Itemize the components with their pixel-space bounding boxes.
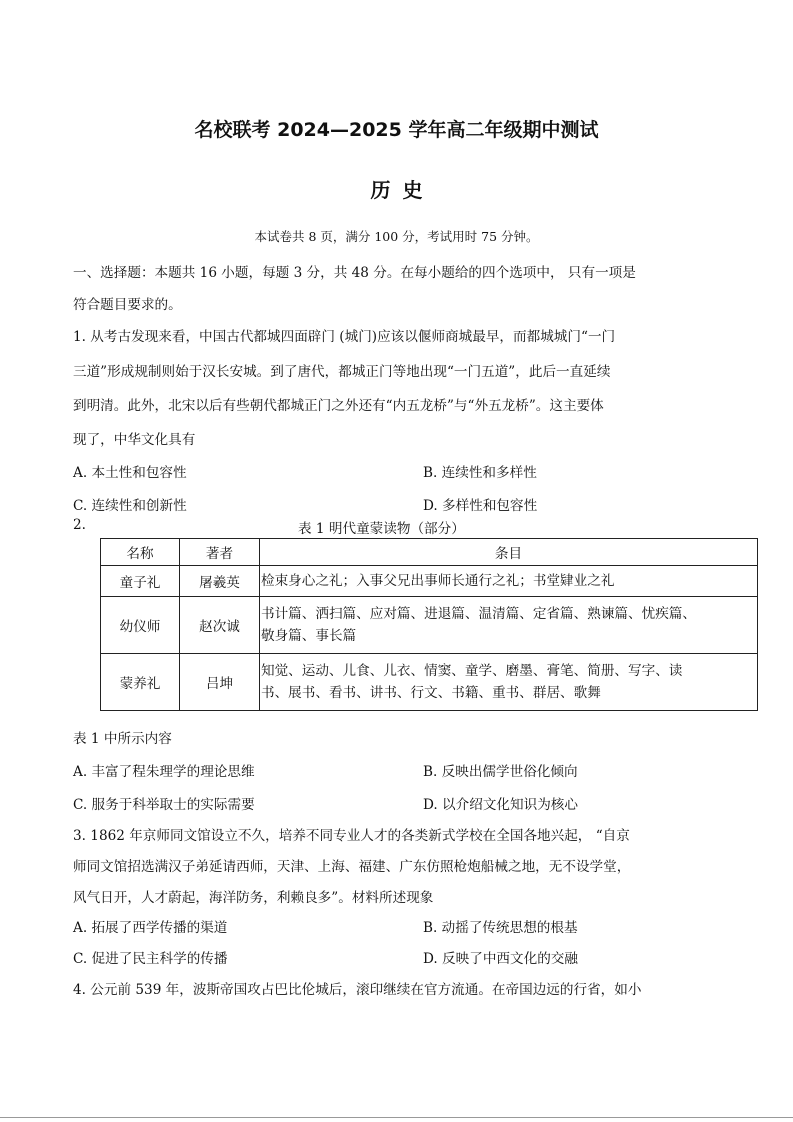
- q3-option-a[interactable]: A. 拓展了西学传播的渠道: [73, 920, 228, 936]
- section-instruction: 一、选择题：本题共 16 小题，每题 3 分，共 48 分。在每小题给的四个选项中， 只有一项是: [73, 265, 636, 281]
- exam-title: 名校联考 2024—2025 学年高二年级期中测试: [194, 119, 599, 141]
- q1-stem-line: 现了，中华文化具有: [73, 432, 196, 448]
- row-author: 吕坤: [180, 654, 260, 711]
- q1-option-a[interactable]: A. 本土性和包容性: [73, 465, 187, 481]
- q2-option-d[interactable]: D. 以介绍文化知识为核心: [423, 797, 578, 813]
- table-header-row: [101, 539, 758, 566]
- reading-table: [100, 538, 758, 711]
- row-items: 检束身心之礼；入事父兄出事师长通行之礼；书堂肄业之礼: [260, 566, 758, 597]
- q3-option-b[interactable]: B. 动摇了传统思想的根基: [423, 920, 578, 936]
- header-author: 著者: [180, 539, 260, 566]
- q3-stem-line: 3. 1862 年京师同文馆设立不久，培养不同专业人才的各类新式学校在全国各地兴起， “自京: [73, 828, 630, 844]
- q2-option-b[interactable]: B. 反映出儒学世俗化倾向: [423, 764, 578, 780]
- row-items: 书计篇、洒扫篇、应对篇、进退篇、温清篇、定省篇、熟谏篇、忧疾篇、 敬身篇、事长篇: [260, 597, 758, 654]
- subject-title: 历史: [370, 178, 435, 202]
- q3-option-c[interactable]: C. 促进了民主科学的传播: [73, 951, 228, 967]
- q1-option-c[interactable]: C. 连续性和创新性: [73, 498, 187, 514]
- q2-stem: 表 1 中所示内容: [73, 731, 172, 747]
- q3-stem-line: 师同文馆招选满汉子弟延请西师，天津、上海、福建、广东仿照枪炮船械之地，无不设学堂，: [73, 859, 631, 875]
- table-row: [101, 566, 758, 597]
- q2-option-a[interactable]: A. 丰富了程朱理学的理论思维: [73, 764, 255, 780]
- row-author: 屠羲英: [180, 566, 260, 597]
- row-items: 知觉、运动、儿食、儿衣、情窦、童学、磨墨、膏笔、简册、写字、读 书、展书、看书、讲书、行文、书籍、重书、群居、歌舞: [260, 654, 758, 711]
- row-name: 童子礼: [101, 566, 180, 597]
- q4-stem-line: 4. 公元前 539 年，波斯帝国攻占巴比伦城后，滚印继续在官方流通。在帝国边远的行省，如小: [73, 982, 642, 998]
- q1-stem-line: 到明清。此外，北宋以后有些朝代都城正门之外还有“内五龙桥”与“外五龙桥”。这主要体: [73, 398, 604, 414]
- q2-number: 2.: [73, 517, 86, 533]
- q2-option-c[interactable]: C. 服务于科举取士的实际需要: [73, 797, 255, 813]
- section-instruction-cont: 符合题目要求的。: [73, 297, 182, 313]
- row-author: 赵次诚: [180, 597, 260, 654]
- q1-stem-line: 三道”形成规制则始于汉长安城。到了唐代，都城正门等地出现“一门五道”，此后一直延续: [73, 364, 611, 380]
- row-name: 幼仪师: [101, 597, 180, 654]
- q1-option-d[interactable]: D. 多样性和包容性: [423, 498, 538, 514]
- q1-stem-line: 1. 从考古发现来看，中国古代都城四面辟门 (城门)应该以偃师商城最早，而都城城门“一门: [73, 329, 616, 345]
- header-name: 名称: [101, 539, 180, 566]
- q1-option-b[interactable]: B. 连续性和多样性: [423, 465, 537, 481]
- table-row: [101, 597, 758, 654]
- page-bottom-rule: [0, 1117, 793, 1118]
- q3-stem-line: 风气日开，人才蔚起，海洋防务，利赖良多”。材料所述现象: [73, 890, 434, 906]
- header-items: 条目: [260, 539, 758, 566]
- table-row: [101, 654, 758, 711]
- exam-note: 本试卷共 8 页，满分 100 分，考试用时 75 分钟。: [254, 229, 539, 244]
- table-caption: 表 1 明代童蒙读物（部分）: [298, 521, 465, 537]
- q3-option-d[interactable]: D. 反映了中西文化的交融: [423, 951, 578, 967]
- row-name: 蒙养礼: [101, 654, 180, 711]
